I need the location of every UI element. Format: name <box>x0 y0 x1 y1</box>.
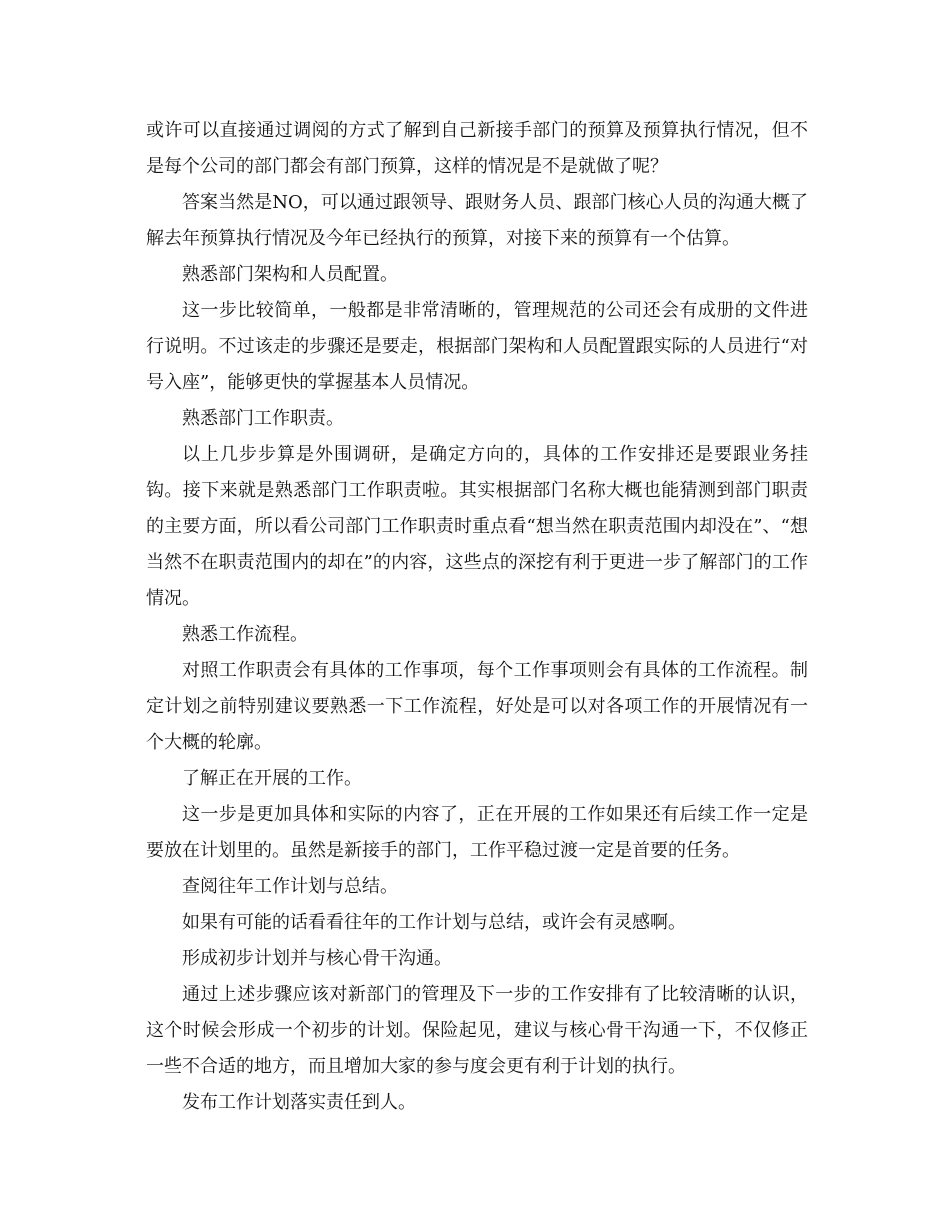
paragraph-past-plans: 如果有可能的话看看往年的工作计划与总结，或许会有灵感啊。 <box>182 912 686 933</box>
heading-publish-plan: 发布工作计划落实责任到人。 <box>182 1092 416 1113</box>
heading-responsibilities: 熟悉部门工作职责。 <box>182 408 344 429</box>
document-body <box>146 113 808 1121</box>
paragraph-budget-review: 或许可以直接通过调阅的方式了解到自己新接手部门的预算及预算执行情况，但不是每个公司的部门都会有部门预算，这样的情况是不是就做了呢？ <box>146 120 808 177</box>
paragraph-initial-plan: 通过上述步骤应该对新部门的管理及下一步的工作安排有了比较清晰的认识，这个时候会形成一个初步的计划。保险起见，建议与核心骨干沟通一下，不仅修正一些不合适的地方，而且增加大家的参与度会更有利于计划的执行。 <box>146 984 808 1077</box>
heading-structure-staffing: 熟悉部门架构和人员配置。 <box>182 264 398 285</box>
heading-initial-plan: 形成初步计划并与核心骨干沟通。 <box>182 948 452 969</box>
heading-workflow: 熟悉工作流程。 <box>182 624 308 645</box>
paragraph-structure-staffing: 这一步比较简单，一般都是非常清晰的，管理规范的公司还会有成册的文件进行说明。不过该走的步骤还是要走，根据部门架构和人员配置跟实际的人员进行“对号入座”，能够更快的掌握基本人员情况。 <box>146 300 808 393</box>
paragraph-responsibilities: 以上几步步算是外围调研，是确定方向的，具体的工作安排还是要跟业务挂钩。接下来就是熟悉部门工作职责啦。其实根据部门名称大概也能猜测到部门职责的主要方面，所以看公司部门工作职责时重点看“想当然在职责范围内却没在”、“想当然不在职责范围内的却在”的内容，这些点的深挖有利于更进一步了解部门的工作情况。 <box>146 444 808 609</box>
paragraph-ongoing-work: 这一步是更加具体和实际的内容了，正在开展的工作如果还有后续工作一定是要放在计划里的。虽然是新接手的部门，工作平稳过渡一定是首要的任务。 <box>146 804 808 861</box>
heading-ongoing-work: 了解正在开展的工作。 <box>182 768 362 789</box>
paragraph-workflow: 对照工作职责会有具体的工作事项，每个工作事项则会有具体的工作流程。制定计划之前特别建议要熟悉一下工作流程，好处是可以对各项工作的开展情况有一个大概的轮廓。 <box>146 660 808 753</box>
heading-past-plans: 查阅往年工作计划与总结。 <box>182 876 398 897</box>
paragraph-budget-answer: 答案当然是NO，可以通过跟领导、跟财务人员、跟部门核心人员的沟通大概了解去年预算执行情况及今年已经执行的预算，对接下来的预算有一个估算。 <box>146 192 808 249</box>
